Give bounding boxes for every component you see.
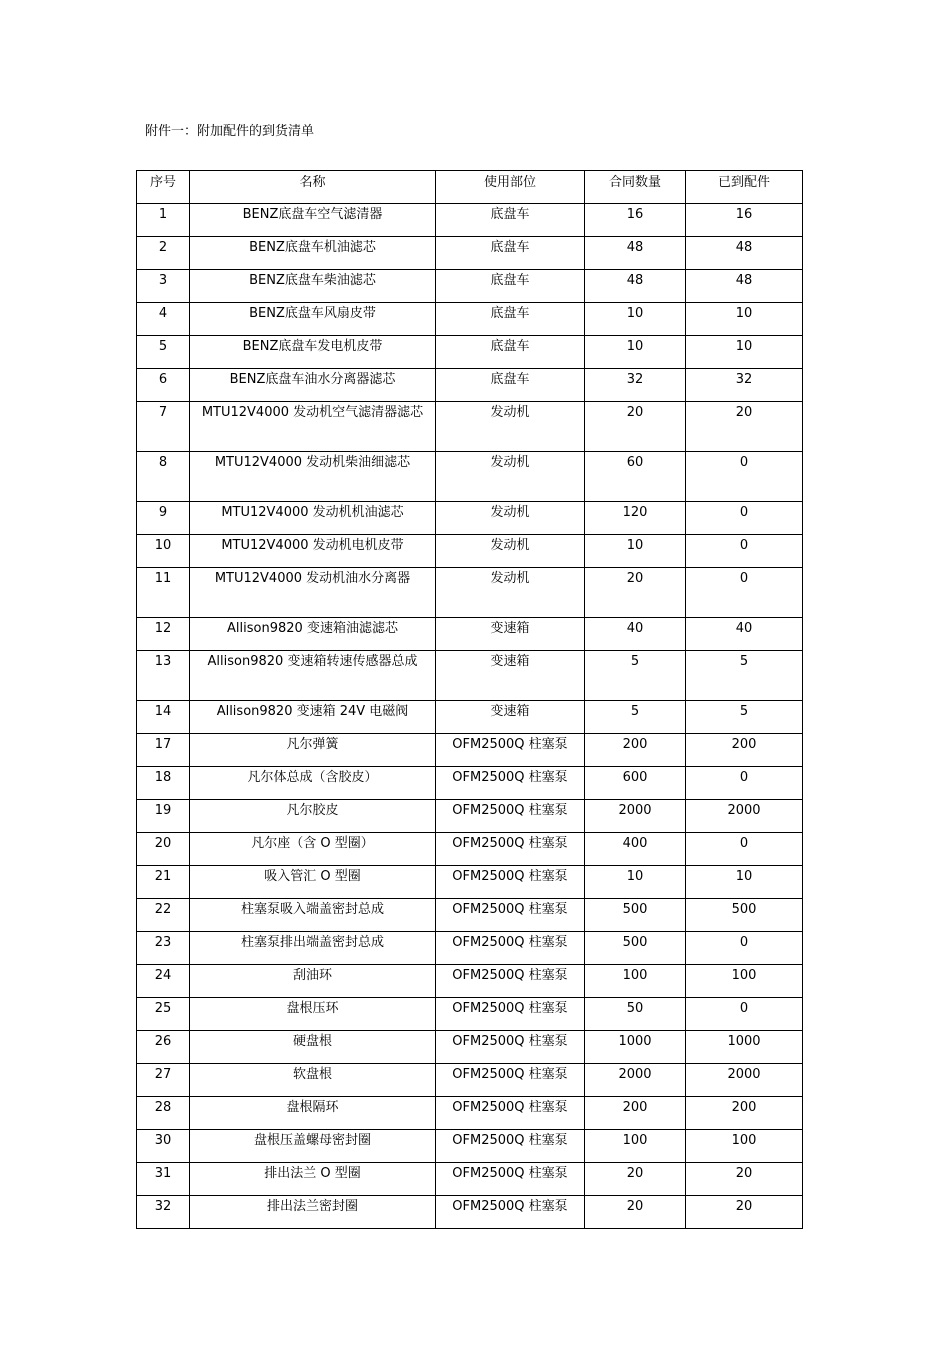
cell-name: BENZ底盘车发电机皮带 xyxy=(190,336,436,369)
cell-arrived: 0 xyxy=(686,452,803,502)
cell-name: 吸入管汇 O 型圈 xyxy=(190,866,436,899)
cell-no: 3 xyxy=(137,270,190,303)
table-row xyxy=(137,452,803,502)
cell-name: MTU12V4000 发动机柴油细滤芯 xyxy=(190,452,436,502)
cell-arrived: 0 xyxy=(686,833,803,866)
cell-name: Allison9820 变速箱转速传感器总成 xyxy=(190,651,436,701)
table-row xyxy=(137,1196,803,1229)
cell-location: OFM2500Q 柱塞泵 xyxy=(436,833,585,866)
header-name: 名称 xyxy=(190,171,436,204)
cell-name: Allison9820 变速箱油滤滤芯 xyxy=(190,618,436,651)
cell-location: OFM2500Q 柱塞泵 xyxy=(436,1130,585,1163)
cell-no: 11 xyxy=(137,568,190,618)
cell-location: OFM2500Q 柱塞泵 xyxy=(436,1196,585,1229)
table-row xyxy=(137,899,803,932)
cell-arrived: 2000 xyxy=(686,800,803,833)
table-row xyxy=(137,1097,803,1130)
cell-no: 12 xyxy=(137,618,190,651)
cell-name: BENZ底盘车风扇皮带 xyxy=(190,303,436,336)
cell-location: OFM2500Q 柱塞泵 xyxy=(436,1031,585,1064)
cell-no: 27 xyxy=(137,1064,190,1097)
cell-location: OFM2500Q 柱塞泵 xyxy=(436,932,585,965)
cell-location: OFM2500Q 柱塞泵 xyxy=(436,734,585,767)
table-row xyxy=(137,369,803,402)
cell-contract-qty: 120 xyxy=(585,502,686,535)
cell-no: 4 xyxy=(137,303,190,336)
cell-contract-qty: 200 xyxy=(585,1097,686,1130)
cell-no: 31 xyxy=(137,1163,190,1196)
cell-location: 发动机 xyxy=(436,452,585,502)
cell-arrived: 5 xyxy=(686,651,803,701)
cell-contract-qty: 10 xyxy=(585,866,686,899)
cell-location: 底盘车 xyxy=(436,204,585,237)
cell-name: MTU12V4000 发动机空气滤清器滤芯 xyxy=(190,402,436,452)
cell-arrived: 10 xyxy=(686,303,803,336)
cell-location: 底盘车 xyxy=(436,336,585,369)
cell-name: 柱塞泵吸入端盖密封总成 xyxy=(190,899,436,932)
cell-arrived: 0 xyxy=(686,932,803,965)
cell-location: OFM2500Q 柱塞泵 xyxy=(436,866,585,899)
table-row xyxy=(137,535,803,568)
cell-arrived: 10 xyxy=(686,336,803,369)
cell-location: 发动机 xyxy=(436,402,585,452)
cell-location: OFM2500Q 柱塞泵 xyxy=(436,767,585,800)
cell-contract-qty: 2000 xyxy=(585,800,686,833)
cell-no: 2 xyxy=(137,237,190,270)
cell-location: 底盘车 xyxy=(436,369,585,402)
cell-arrived: 48 xyxy=(686,270,803,303)
table-row xyxy=(137,651,803,701)
cell-name: BENZ底盘车油水分离器滤芯 xyxy=(190,369,436,402)
cell-contract-qty: 10 xyxy=(585,303,686,336)
table-row xyxy=(137,800,803,833)
cell-name: Allison9820 变速箱 24V 电磁阀 xyxy=(190,701,436,734)
cell-name: 软盘根 xyxy=(190,1064,436,1097)
cell-name: MTU12V4000 发动机机油滤芯 xyxy=(190,502,436,535)
cell-arrived: 2000 xyxy=(686,1064,803,1097)
cell-contract-qty: 100 xyxy=(585,1130,686,1163)
cell-no: 8 xyxy=(137,452,190,502)
cell-contract-qty: 20 xyxy=(585,402,686,452)
cell-name: 凡尔弹簧 xyxy=(190,734,436,767)
table-row xyxy=(137,932,803,965)
cell-arrived: 16 xyxy=(686,204,803,237)
cell-no: 23 xyxy=(137,932,190,965)
cell-arrived: 0 xyxy=(686,767,803,800)
cell-contract-qty: 600 xyxy=(585,767,686,800)
cell-arrived: 1000 xyxy=(686,1031,803,1064)
table-row xyxy=(137,965,803,998)
cell-location: OFM2500Q 柱塞泵 xyxy=(436,998,585,1031)
cell-contract-qty: 100 xyxy=(585,965,686,998)
table-row xyxy=(137,1130,803,1163)
cell-name: 盘根压盖螺母密封圈 xyxy=(190,1130,436,1163)
table-row xyxy=(137,866,803,899)
cell-no: 5 xyxy=(137,336,190,369)
cell-location: 发动机 xyxy=(436,502,585,535)
header-no: 序号 xyxy=(137,171,190,204)
table-row xyxy=(137,1031,803,1064)
parts-table xyxy=(136,170,803,1229)
cell-no: 1 xyxy=(137,204,190,237)
cell-no: 13 xyxy=(137,651,190,701)
cell-name: 排出法兰密封圈 xyxy=(190,1196,436,1229)
cell-arrived: 500 xyxy=(686,899,803,932)
cell-contract-qty: 5 xyxy=(585,701,686,734)
cell-arrived: 0 xyxy=(686,998,803,1031)
cell-arrived: 200 xyxy=(686,1097,803,1130)
cell-name: BENZ底盘车空气滤清器 xyxy=(190,204,436,237)
cell-location: 变速箱 xyxy=(436,701,585,734)
cell-name: 凡尔体总成（含胶皮） xyxy=(190,767,436,800)
cell-no: 21 xyxy=(137,866,190,899)
table-row xyxy=(137,998,803,1031)
table-row xyxy=(137,568,803,618)
cell-location: OFM2500Q 柱塞泵 xyxy=(436,899,585,932)
cell-arrived: 0 xyxy=(686,568,803,618)
cell-contract-qty: 1000 xyxy=(585,1031,686,1064)
cell-contract-qty: 5 xyxy=(585,651,686,701)
table-row xyxy=(137,1064,803,1097)
cell-no: 6 xyxy=(137,369,190,402)
cell-location: OFM2500Q 柱塞泵 xyxy=(436,1097,585,1130)
cell-no: 26 xyxy=(137,1031,190,1064)
header-contract-qty: 合同数量 xyxy=(585,171,686,204)
cell-name: 柱塞泵排出端盖密封总成 xyxy=(190,932,436,965)
cell-no: 25 xyxy=(137,998,190,1031)
cell-arrived: 48 xyxy=(686,237,803,270)
cell-arrived: 20 xyxy=(686,1163,803,1196)
cell-contract-qty: 10 xyxy=(585,336,686,369)
table-row xyxy=(137,270,803,303)
cell-location: 发动机 xyxy=(436,568,585,618)
cell-arrived: 100 xyxy=(686,1130,803,1163)
cell-contract-qty: 2000 xyxy=(585,1064,686,1097)
cell-name: 排出法兰 O 型圈 xyxy=(190,1163,436,1196)
cell-no: 17 xyxy=(137,734,190,767)
header-location: 使用部位 xyxy=(436,171,585,204)
cell-arrived: 5 xyxy=(686,701,803,734)
table-row xyxy=(137,618,803,651)
table-row xyxy=(137,734,803,767)
cell-contract-qty: 60 xyxy=(585,452,686,502)
cell-no: 24 xyxy=(137,965,190,998)
cell-name: 盘根压环 xyxy=(190,998,436,1031)
cell-name: 盘根隔环 xyxy=(190,1097,436,1130)
cell-arrived: 10 xyxy=(686,866,803,899)
table-row xyxy=(137,502,803,535)
table-row xyxy=(137,701,803,734)
cell-name: BENZ底盘车柴油滤芯 xyxy=(190,270,436,303)
cell-location: 底盘车 xyxy=(436,270,585,303)
cell-location: 底盘车 xyxy=(436,237,585,270)
table-row xyxy=(137,204,803,237)
table-row xyxy=(137,303,803,336)
cell-no: 20 xyxy=(137,833,190,866)
cell-name: MTU12V4000 发动机电机皮带 xyxy=(190,535,436,568)
cell-location: 底盘车 xyxy=(436,303,585,336)
cell-contract-qty: 200 xyxy=(585,734,686,767)
cell-contract-qty: 20 xyxy=(585,1163,686,1196)
cell-contract-qty: 10 xyxy=(585,535,686,568)
cell-location: OFM2500Q 柱塞泵 xyxy=(436,965,585,998)
cell-contract-qty: 48 xyxy=(585,270,686,303)
cell-name: 硬盘根 xyxy=(190,1031,436,1064)
cell-arrived: 20 xyxy=(686,402,803,452)
cell-arrived: 100 xyxy=(686,965,803,998)
cell-location: OFM2500Q 柱塞泵 xyxy=(436,1163,585,1196)
cell-name: MTU12V4000 发动机油水分离器 xyxy=(190,568,436,618)
cell-no: 18 xyxy=(137,767,190,800)
cell-location: 变速箱 xyxy=(436,618,585,651)
cell-contract-qty: 48 xyxy=(585,237,686,270)
cell-contract-qty: 400 xyxy=(585,833,686,866)
cell-no: 14 xyxy=(137,701,190,734)
cell-arrived: 40 xyxy=(686,618,803,651)
cell-name: 凡尔座（含 O 型圈） xyxy=(190,833,436,866)
table-row xyxy=(137,402,803,452)
table-row xyxy=(137,336,803,369)
table-row xyxy=(137,833,803,866)
cell-no: 22 xyxy=(137,899,190,932)
cell-contract-qty: 32 xyxy=(585,369,686,402)
cell-name: BENZ底盘车机油滤芯 xyxy=(190,237,436,270)
cell-contract-qty: 16 xyxy=(585,204,686,237)
table-row xyxy=(137,1163,803,1196)
cell-contract-qty: 40 xyxy=(585,618,686,651)
cell-arrived: 0 xyxy=(686,502,803,535)
cell-contract-qty: 500 xyxy=(585,932,686,965)
table-row xyxy=(137,767,803,800)
header-arrived: 已到配件 xyxy=(686,171,803,204)
cell-no: 32 xyxy=(137,1196,190,1229)
cell-arrived: 20 xyxy=(686,1196,803,1229)
cell-contract-qty: 20 xyxy=(585,1196,686,1229)
cell-location: 变速箱 xyxy=(436,651,585,701)
cell-no: 28 xyxy=(137,1097,190,1130)
table-row xyxy=(137,237,803,270)
cell-arrived: 32 xyxy=(686,369,803,402)
table-header-row xyxy=(137,171,803,204)
cell-location: OFM2500Q 柱塞泵 xyxy=(436,800,585,833)
cell-no: 19 xyxy=(137,800,190,833)
cell-contract-qty: 20 xyxy=(585,568,686,618)
cell-no: 30 xyxy=(137,1130,190,1163)
cell-no: 7 xyxy=(137,402,190,452)
cell-contract-qty: 50 xyxy=(585,998,686,1031)
cell-location: 发动机 xyxy=(436,535,585,568)
cell-no: 9 xyxy=(137,502,190,535)
document-title: 附件一：附加配件的到货清单 xyxy=(145,124,315,139)
cell-name: 凡尔胶皮 xyxy=(190,800,436,833)
cell-name: 刮油环 xyxy=(190,965,436,998)
cell-no: 10 xyxy=(137,535,190,568)
cell-arrived: 0 xyxy=(686,535,803,568)
cell-location: OFM2500Q 柱塞泵 xyxy=(436,1064,585,1097)
cell-contract-qty: 500 xyxy=(585,899,686,932)
table-body xyxy=(137,204,803,1229)
cell-arrived: 200 xyxy=(686,734,803,767)
